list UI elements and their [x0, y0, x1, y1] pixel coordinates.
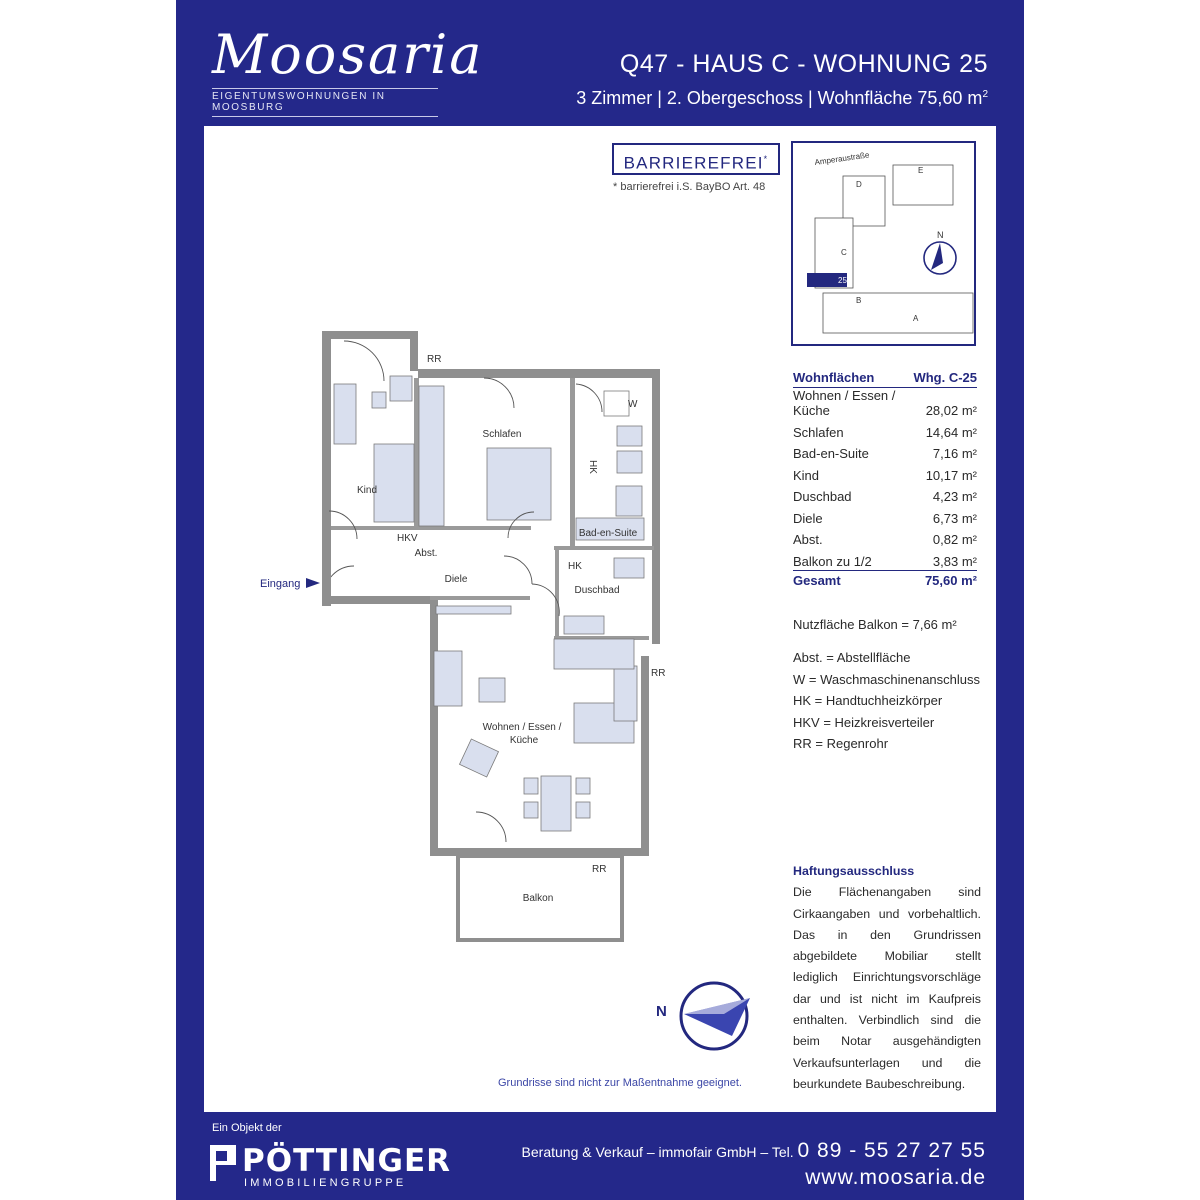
area-table-header: [793, 370, 977, 388]
area-value: 7,16 m²: [932, 446, 977, 461]
site-house-a: A: [913, 314, 919, 323]
label-eingang: Eingang: [260, 578, 301, 590]
site-house-c: C: [841, 248, 847, 257]
room-labels: [260, 354, 665, 904]
area-row: [793, 526, 977, 548]
area-head-left: Wohnflächen: [793, 370, 875, 385]
area-name: Abst.: [793, 532, 823, 547]
legend-item: HK = Handtuchheizkörper: [793, 693, 943, 708]
area-value: 3,83 m²: [932, 553, 977, 569]
barrierefrei-note: * barrierefrei i.S. BayBO Art. 48: [613, 181, 766, 193]
legend-item: Abst. = Abstellfläche: [793, 650, 911, 665]
site-plan: [791, 141, 976, 346]
plan-scale-note: Grundrisse sind nicht zur Maßentnahme geeignet.: [498, 1077, 742, 1089]
area-row: [793, 461, 977, 483]
unit-subtitle: [576, 88, 988, 109]
area-total-value: 75,60 m²: [924, 572, 977, 588]
footer-website-link[interactable]: www.moosaria.de: [805, 1166, 986, 1189]
entrance-wall: [322, 572, 331, 600]
unit-subtitle-text: 3 Zimmer | 2. Obergeschoss | Wohnfläche 75,60 m: [576, 88, 983, 108]
area-row: [793, 418, 977, 440]
label-rr-balkon: RR: [592, 864, 607, 875]
logo-tagline: EIGENTUMSWOHNUNGEN IN MOOSBURG: [212, 91, 386, 113]
entrance-arrow: [306, 578, 320, 588]
area-name: Balkon zu 1/2: [793, 553, 872, 569]
area-name: Wohnen / Essen / Küche: [793, 388, 896, 418]
barrierefrei-mark: *: [763, 154, 769, 164]
area-value: 6,73 m²: [932, 510, 977, 526]
site-north-label: N: [937, 230, 944, 240]
balcony-usable-area: Nutzfläche Balkon = 7,66 m²: [793, 617, 957, 632]
area-value: 14,64 m²: [925, 424, 977, 440]
label-rr-right: RR: [651, 668, 666, 679]
north-arrow-icon: [654, 976, 774, 1066]
label-hkv: HKV: [397, 533, 418, 544]
room-label-kind: Kind: [356, 485, 378, 496]
site-street: Amperaustraße: [814, 150, 870, 167]
legend-item: HKV = Heizkreisverteiler: [793, 714, 935, 730]
door-arcs: [324, 341, 602, 842]
barrierefrei-badge: [612, 143, 780, 175]
logo-rule-bottom: [212, 116, 438, 117]
label-hk-duschbad: HK: [568, 561, 582, 572]
area-name: Duschbad: [793, 489, 852, 504]
disclaimer-text: Die Flächenangaben sind Cirkaangaben und vorbehaltlich. Das in den Grundrissen abgebildete Mobiliar stellt lediglich Einrichtungsvorschläge dar und ist nicht im Kaufpreis enthalten. Verbindlich sind die beim Notar ausgehändigten Verkaufsunterlagen und die beurkundete Baubeschreibung.: [793, 885, 981, 1091]
logo-rule: [212, 88, 438, 89]
site-house-e: E: [918, 166, 924, 175]
label-w: W: [628, 399, 638, 410]
site-house-d: D: [856, 180, 862, 189]
moosaria-logo: [212, 23, 484, 117]
area-value: 0,82 m²: [932, 532, 977, 547]
content-panel: [204, 126, 996, 1112]
area-total: [793, 570, 977, 588]
room-label-bad-en-suite: Bad-en-Suite: [578, 528, 638, 539]
abbreviation-legend: [793, 647, 980, 755]
company-name: PÖTTINGER: [242, 1143, 452, 1179]
room-label-abst: Abst.: [414, 548, 438, 559]
label-hk-bad: HK: [587, 460, 598, 474]
area-row: [793, 547, 977, 569]
room-label-diele: Diele: [444, 574, 468, 585]
area-value: 28,02 m²: [925, 403, 977, 418]
unit-title: Q47 - HAUS C - WOHNUNG 25: [619, 50, 988, 78]
disclaimer-title: Haftungsausschluss: [793, 864, 915, 878]
footer-label: Ein Objekt der: [212, 1122, 282, 1134]
company-sub: IMMOBILIENGRUPPE: [244, 1177, 407, 1189]
disclaimer: [793, 861, 981, 1095]
area-total-label: Gesamt: [793, 572, 841, 588]
site-unit-25: 25: [838, 276, 847, 285]
area-row: [793, 483, 977, 505]
room-label-kueche: Küche: [509, 735, 539, 746]
brochure-sheet: [176, 0, 1024, 1200]
room-label-balkon: Balkon: [522, 893, 554, 904]
footer-contact: [522, 1139, 986, 1163]
area-row: [793, 388, 977, 418]
area-table: [793, 370, 977, 588]
legend-item: RR = Regenrohr: [793, 736, 889, 751]
legend-item: W = Waschmaschinenanschluss: [793, 671, 981, 687]
poettinger-logo: [210, 1141, 480, 1194]
barrierefrei-label: BARRIEREFREI: [623, 153, 764, 173]
north-label: N: [656, 1003, 667, 1020]
site-house-b: B: [856, 296, 862, 305]
area-row: [793, 504, 977, 526]
area-head-right: Whg. C-25: [913, 370, 977, 385]
area-name: Kind: [793, 467, 820, 483]
room-label-schlafen: Schlafen: [482, 429, 522, 440]
area-name: Diele: [793, 510, 823, 526]
label-rr-top: RR: [427, 354, 442, 365]
logo-word: Moosaria: [212, 23, 484, 86]
area-row: [793, 440, 977, 462]
footer-phone[interactable]: 0 89 - 55 27 27 55: [797, 1139, 986, 1162]
footer-info-text: Beratung & Verkauf – immofair GmbH – Tel.: [521, 1144, 794, 1160]
site-plan-drawing: [793, 143, 974, 344]
poettinger-logo-icon: [210, 1141, 480, 1189]
area-name: Bad-en-Suite: [793, 446, 869, 461]
area-value: 4,23 m²: [932, 489, 977, 504]
room-label-duschbad: Duschbad: [574, 585, 620, 596]
room-label-wohnen: Wohnen / Essen /: [482, 722, 562, 733]
area-value: 10,17 m²: [925, 467, 977, 483]
unit-subtitle-sup: 2: [982, 89, 988, 100]
area-name: Schlafen: [793, 424, 844, 440]
